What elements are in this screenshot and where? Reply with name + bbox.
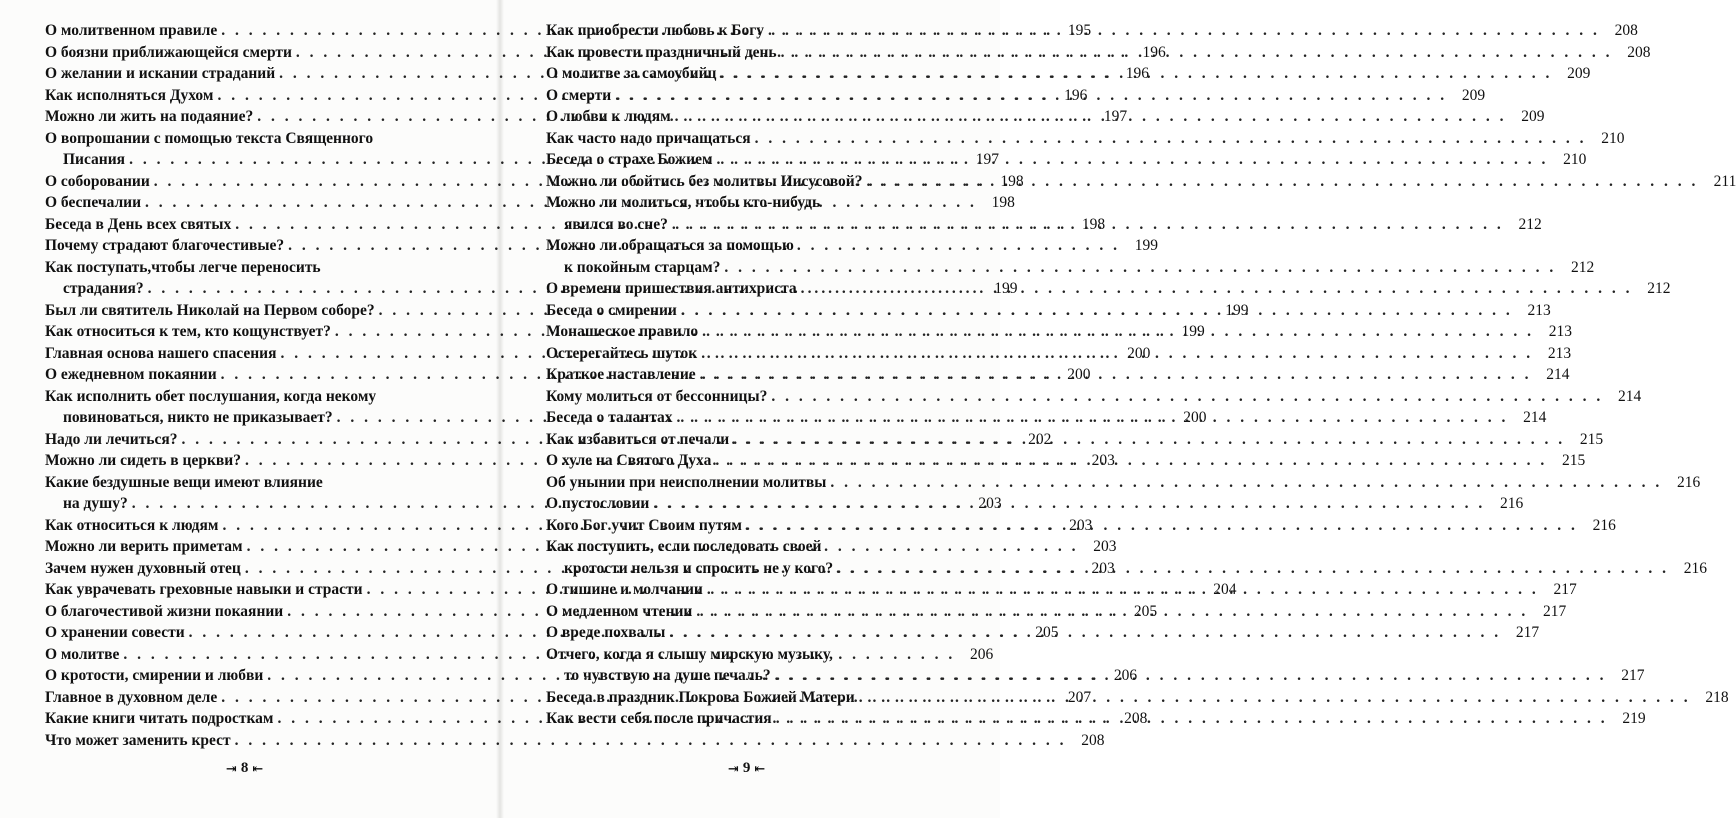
toc-entry-title: О молитвенном правиле xyxy=(45,22,218,39)
toc-entry-title: О тишине и молчании xyxy=(546,581,703,598)
toc-entry-page: 206 xyxy=(1113,667,1138,684)
toc-entry-title: Зачем нужен духовный отец xyxy=(45,559,241,577)
toc-entry-page: 209 xyxy=(1521,108,1545,125)
toc-entry-page: 196 xyxy=(1142,43,1166,61)
toc-entry-title: О кротости, смирении и любви xyxy=(45,667,264,684)
dot-leader xyxy=(801,278,1633,300)
toc-entry-page: 214 xyxy=(1617,387,1642,405)
toc-entry-page: 213 xyxy=(1548,323,1573,340)
toc-entry-title: О желании и искании страданий xyxy=(45,65,276,82)
toc-entry-title: Почему страдают благочестивые? xyxy=(45,237,285,254)
dot-leader xyxy=(746,515,1578,537)
toc-entry-page: 212 xyxy=(1647,280,1671,297)
toc-entry-title: Монашеское правило xyxy=(546,323,699,340)
toc-entry-title-continuation: к покойным старцам? xyxy=(564,258,721,276)
page-number: 8 xyxy=(240,760,249,776)
toc-entry-title: Беседа в День всех святых xyxy=(45,215,232,233)
toc-entry-title-continuation: повиноваться, никто не приказывает? xyxy=(63,409,333,426)
toc-entry-title: О молитве xyxy=(45,645,120,663)
toc-entry-page: 216 xyxy=(1683,559,1708,577)
toc-entry-title: Можно ли обойтись без молитвы Иисусовой? xyxy=(546,172,863,190)
toc-entry-page: 211 xyxy=(1713,172,1736,190)
toc-entry-title: Можно ли верить приметам xyxy=(45,538,243,555)
toc-entry-page: 208 xyxy=(1627,43,1651,61)
toc-entry-title: Об унынии при неисполнении молитвы xyxy=(546,473,827,491)
dot-leader xyxy=(771,386,1603,408)
toc-entry-title: Беседа о страхе Божием xyxy=(546,151,713,168)
toc-entry-page: 208 xyxy=(1124,710,1148,727)
toc-entry-title: Можно ли обращаться за помощью xyxy=(546,237,794,254)
dot-leader xyxy=(677,407,1509,429)
dot-leader xyxy=(696,601,1528,623)
dot-leader xyxy=(669,622,1501,644)
toc-entry-title: О вреде похвалы xyxy=(546,624,666,641)
toc-entry-title: Главное в духовном деле xyxy=(45,688,218,706)
toc-entry-page: 195 xyxy=(1067,22,1092,39)
dot-leader xyxy=(837,558,1669,580)
toc-entry-title: Был ли святитель Николай на Первом соборе? xyxy=(45,301,375,319)
ornament-right-icon: ⇤ xyxy=(754,760,766,776)
toc-entry-page: 197 xyxy=(975,151,999,168)
toc-entry-page: 203 xyxy=(1093,538,1117,555)
toc-entry-title: Надо ли лечиться? xyxy=(45,430,178,448)
toc-entry-page: 213 xyxy=(1547,344,1572,362)
toc-entry-page: 205 xyxy=(1133,602,1158,620)
toc-entry-page: 199 xyxy=(1134,237,1159,254)
toc-entry-title: Что может заменить крест xyxy=(45,731,231,749)
dot-leader xyxy=(859,687,1691,709)
toc-entry-page: 200 xyxy=(1183,409,1207,426)
toc-entry-page: 204 xyxy=(1213,581,1237,598)
toc-entry-title: О соборовании xyxy=(45,172,150,190)
toc-entry-title: О молитве за самоубийц xyxy=(546,65,717,82)
toc-entry-title: Можно ли молиться, чтобы кто-нибудь xyxy=(546,194,821,211)
toc-entry-title: О вопрошании с помощью текста Священного xyxy=(45,129,374,147)
dot-leader xyxy=(707,579,1539,601)
toc-entry-title: Остерегайтесь шуток xyxy=(546,344,698,362)
dot-leader xyxy=(768,20,1600,42)
toc-entry-title: Кому молиться от бессонницы? xyxy=(546,387,768,405)
toc-entry-title: Как часто надо причащаться xyxy=(546,129,751,147)
toc-entry-page: 212 xyxy=(1518,215,1542,233)
toc-entry-page: 216 xyxy=(1592,516,1616,534)
toc-entry[interactable] xyxy=(546,386,1642,408)
toc-entry-title: Как исполняться Духом xyxy=(45,86,214,104)
toc-entry-page: 216 xyxy=(1677,473,1701,491)
toc-entry-page: 198 xyxy=(991,194,1015,211)
toc-entry-page: 199 xyxy=(1225,301,1249,319)
toc-entry-title: О благочестивой жизни покаянии xyxy=(45,602,284,620)
toc-entry[interactable] xyxy=(45,730,1105,752)
dot-leader xyxy=(755,128,1587,150)
toc-entry-title: О смерти xyxy=(546,86,612,104)
toc-entry-page: 199 xyxy=(994,280,1018,297)
toc-entry-title: Как вести себя после причастия xyxy=(546,710,772,727)
dot-leader xyxy=(681,300,1513,322)
page-number-right xyxy=(728,760,765,777)
toc-entry-title: Беседа в праздник Покрова Божией Матери xyxy=(546,688,855,706)
toc-entry-title: Как избавиться от печали xyxy=(546,430,730,448)
toc-entry-title: Кого Бог учит Своим путям xyxy=(546,516,742,534)
toc-entry-title: О медленном чтении xyxy=(546,602,693,620)
toc-entry-page: 196 xyxy=(1125,65,1149,82)
toc-entry-title: О времени пришествия антихриста xyxy=(546,280,797,297)
ornament-left-icon: ⇥ xyxy=(226,760,237,776)
toc-entry-title-continuation: на душу? xyxy=(63,495,128,512)
ornament-right-icon: ⇤ xyxy=(252,760,264,776)
toc-entry-title: О беспечалии xyxy=(45,194,142,211)
toc-entry-title: Какие книги читать подросткам xyxy=(45,710,274,727)
toc-entry-title: Как приобрести любовь к Богу xyxy=(546,22,765,39)
toc-entry-page: 216 xyxy=(1499,495,1524,512)
dot-leader xyxy=(701,343,1533,365)
toc-entry-title: Главная основа нашего спасения xyxy=(45,344,277,362)
dot-leader xyxy=(781,42,1613,64)
toc-entry-page: 212 xyxy=(1571,258,1595,276)
toc-entry-page: 214 xyxy=(1523,409,1547,426)
toc-entry-title: Краткое наставление xyxy=(546,366,696,383)
toc-entry-page: 197 xyxy=(1103,108,1128,125)
dot-leader xyxy=(733,429,1565,451)
toc-entry-page: 208 xyxy=(1614,22,1638,39)
toc-entry-page: 207 xyxy=(1067,688,1092,706)
toc-entry-page: 210 xyxy=(1563,151,1587,168)
toc-entry-title: О боязни приближающейся смерти xyxy=(45,43,292,61)
toc-entry-page: 203 xyxy=(1091,452,1115,469)
toc-entry-title: Как уврачевать греховные навыки и страсти xyxy=(45,581,363,598)
dot-leader xyxy=(700,364,1532,386)
dot-leader xyxy=(715,450,1547,472)
dot-leader xyxy=(702,321,1534,343)
dot-leader xyxy=(717,149,1549,171)
toc-entry-title-continuation: Писания xyxy=(63,151,126,168)
toc-entry-page: 215 xyxy=(1561,452,1586,469)
dot-leader xyxy=(235,730,1067,752)
toc-entry-title-continuation: кротости нельзя и спросить не у кого? xyxy=(564,559,834,577)
dot-leader xyxy=(675,106,1507,128)
toc-entry-title: Можно ли сидеть в церкви? xyxy=(45,452,241,469)
dot-leader xyxy=(776,708,1608,730)
toc-entry-title-continuation: страдания? xyxy=(63,280,144,297)
toc-entry-page: 203 xyxy=(1069,516,1093,534)
toc-entry-page: 209 xyxy=(1461,86,1486,104)
toc-entry-title: Как относиться к тем, кто кощунствует? xyxy=(45,323,331,340)
dot-leader xyxy=(672,214,1504,236)
toc-entry-page: 215 xyxy=(1579,430,1604,448)
toc-entry-page: 210 xyxy=(1601,129,1625,147)
toc-entry[interactable] xyxy=(546,472,1701,494)
dot-leader xyxy=(615,85,1447,107)
toc-entry-page: 209 xyxy=(1567,65,1591,82)
toc-entry-title: О ежедневном покаянии xyxy=(45,366,217,383)
dot-leader xyxy=(653,493,1485,515)
toc-entry-page: 217 xyxy=(1621,667,1645,684)
toc-entry-page: 205 xyxy=(1035,624,1059,641)
dot-leader xyxy=(720,63,1552,85)
page-number: 9 xyxy=(742,760,751,776)
toc-entry-title: О любви к людям xyxy=(546,108,671,125)
toc-entry-title: Как провести праздничный день xyxy=(546,43,777,61)
toc-entry-title: Как исполнить обет послушания, когда некому xyxy=(45,387,377,405)
toc-entry-page: 199 xyxy=(1181,323,1205,340)
toc-entry-title: Можно ли жить на подаяние? xyxy=(45,108,254,125)
toc-entry-page: 218 xyxy=(1705,688,1729,706)
toc-entry-page: 219 xyxy=(1622,710,1646,727)
toc-entry-title: Как поступить, если последовать своей xyxy=(546,538,822,555)
toc-entry-page: 203 xyxy=(1091,559,1115,577)
toc-entry-title-continuation: то чувствую на душе печаль? xyxy=(564,667,771,684)
toc-entry-page: 213 xyxy=(1527,301,1551,319)
toc-entry-page: 217 xyxy=(1553,581,1577,598)
dot-leader xyxy=(866,171,1698,193)
toc-entry-title: Отчего, когда я слышу мирскую музыку, xyxy=(546,645,833,663)
ornament-left-icon: ⇥ xyxy=(728,760,739,776)
toc-entry-page: 214 xyxy=(1546,366,1570,383)
dot-leader xyxy=(830,472,1662,494)
toc-entry-page: 198 xyxy=(1000,172,1024,190)
dot-leader xyxy=(775,665,1607,687)
toc-entry-title: О хранении совести xyxy=(45,624,185,641)
toc-entry-title: Беседа о талантах xyxy=(546,409,673,426)
toc-entry-page: 206 xyxy=(969,645,994,663)
toc-entry-title: Какие бездушные вещи имеют влияние xyxy=(45,473,323,491)
toc-entry-title-continuation: явился во сне? xyxy=(564,215,668,233)
toc-entry-title: О пустословии xyxy=(546,495,650,512)
toc-entry-page: 200 xyxy=(1067,366,1091,383)
toc-entry-title: Как поступать,чтобы легче переносить xyxy=(45,258,321,276)
toc-entry-page: 200 xyxy=(1127,344,1151,362)
toc-entry-page: 198 xyxy=(1081,215,1106,233)
toc-entry-title: Как относиться к людям xyxy=(45,516,219,534)
toc-entry-page: 217 xyxy=(1515,624,1540,641)
toc-entry-page: 217 xyxy=(1542,602,1567,620)
page-number-left xyxy=(226,760,263,777)
toc-entry-title: Беседа о смирении xyxy=(546,301,677,319)
dot-leader xyxy=(724,257,1556,279)
toc-entry-title: О хуле на Святого Духа xyxy=(546,452,712,469)
toc-entry-page: 203 xyxy=(978,495,1002,512)
toc-entry-page: 208 xyxy=(1081,731,1105,749)
toc-entry-page: 196 xyxy=(1064,86,1088,104)
toc-entry-page: 202 xyxy=(1028,430,1052,448)
toc-entry[interactable] xyxy=(546,128,1625,150)
